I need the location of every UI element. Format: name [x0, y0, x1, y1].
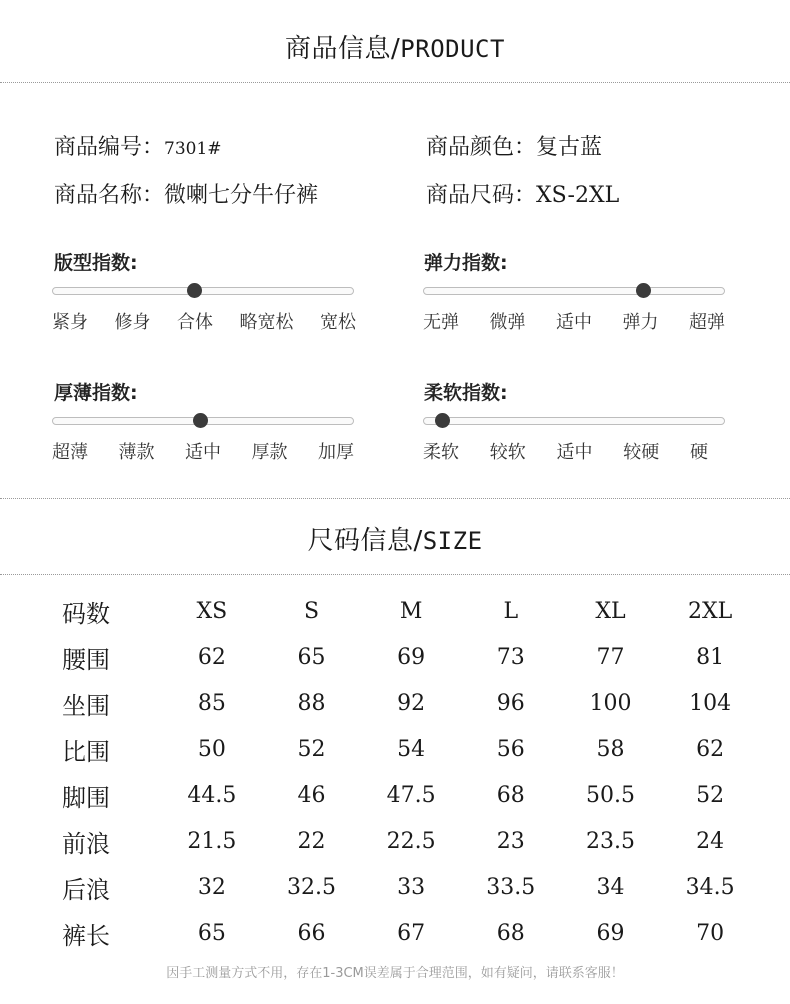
size-title-cn: 尺码信息/	[307, 526, 423, 556]
index-thickness-marker	[193, 413, 208, 428]
table-cell: 50.5	[585, 782, 635, 808]
table-cell: 65	[297, 644, 326, 670]
index-elasticity-marker	[636, 283, 651, 298]
index-softness-title: 柔软指数:	[424, 382, 508, 404]
table-cell: 23	[496, 828, 525, 854]
index-softness-label: 硬	[690, 442, 708, 463]
product-code	[54, 130, 222, 161]
index-thickness-label: 加厚	[318, 442, 354, 463]
index-softness-labels	[423, 438, 708, 464]
table-cell: 68	[496, 782, 525, 808]
table-cell: 104	[689, 690, 732, 716]
table-row	[40, 864, 760, 910]
table-row	[40, 726, 760, 772]
index-thickness-label: 超薄	[52, 442, 88, 463]
table-cell: 81	[696, 644, 725, 670]
product-code-label: 商品编号：	[54, 135, 165, 160]
product-size-value: XS-2XL	[536, 183, 620, 208]
index-thickness-title: 厚薄指数:	[54, 382, 138, 404]
row-label: 前浪	[62, 829, 110, 858]
table-cell: 66	[297, 920, 326, 946]
row-label: 比围	[62, 737, 110, 766]
row-label: 脚围	[62, 783, 110, 812]
table-cell: 23.5	[585, 828, 635, 854]
product-name-label: 商品名称：	[54, 183, 165, 208]
index-elasticity-labels	[423, 308, 725, 334]
table-cell: 52	[696, 782, 725, 808]
table-cell: 33	[397, 874, 426, 900]
index-elasticity-label: 超弹	[689, 312, 725, 333]
table-cell: 56	[496, 736, 525, 762]
index-softness-label: 适中	[556, 442, 593, 463]
product-color-value: 复古蓝	[536, 135, 603, 160]
table-row	[40, 910, 760, 956]
table-row	[40, 772, 760, 818]
table-cell: 54	[397, 736, 426, 762]
table-cell: 34	[596, 874, 625, 900]
divider	[0, 498, 790, 499]
table-cell: 85	[197, 690, 226, 716]
index-thickness-labels	[52, 438, 354, 464]
product-title-cn: 商品信息/	[285, 34, 401, 64]
size-header-cell: S	[303, 598, 320, 624]
index-elasticity-title: 弹力指数:	[424, 252, 508, 274]
size-section-title	[0, 520, 790, 557]
size-header-cell: XL	[595, 598, 626, 624]
index-thickness-label: 薄款	[118, 442, 155, 463]
table-cell: 24	[696, 828, 725, 854]
divider	[0, 574, 790, 575]
index-fit-label: 修身	[114, 312, 151, 333]
table-cell: 32	[197, 874, 226, 900]
size-header-cell: M	[399, 598, 423, 624]
index-softness-label: 柔软	[423, 442, 459, 463]
row-label: 裤长	[62, 921, 110, 950]
index-fit-label: 合体	[177, 312, 213, 333]
index-thickness-label: 适中	[185, 442, 221, 463]
table-cell: 44.5	[187, 782, 237, 808]
size-header-cell: XS	[196, 598, 228, 624]
size-footnote: 因手工测量方式不用，存在1-3CM误差属于合理范围，如有疑问，请联系客服！	[166, 966, 624, 981]
size-title-en: SIZE	[422, 527, 483, 555]
product-section-title	[0, 28, 790, 65]
index-softness-marker	[435, 413, 450, 428]
index-elasticity-track	[423, 287, 725, 295]
table-cell: 58	[596, 736, 625, 762]
table-cell: 52	[297, 736, 326, 762]
row-label: 腰围	[62, 645, 110, 674]
table-cell: 77	[596, 644, 625, 670]
table-cell: 47.5	[386, 782, 436, 808]
table-cell: 92	[397, 690, 426, 716]
table-cell: 46	[297, 782, 326, 808]
product-color	[426, 130, 602, 161]
table-cell: 33.5	[486, 874, 536, 900]
size-header-row	[40, 588, 760, 634]
row-label: 坐围	[62, 691, 110, 720]
product-name	[54, 178, 318, 209]
table-cell: 62	[696, 736, 725, 762]
index-elasticity-label: 微弹	[489, 312, 526, 333]
table-cell: 62	[197, 644, 226, 670]
table-cell: 22.5	[386, 828, 436, 854]
row-label: 后浪	[62, 875, 110, 904]
table-cell: 73	[496, 644, 525, 670]
table-cell: 100	[589, 690, 632, 716]
index-thickness-track	[52, 417, 354, 425]
product-size-range	[426, 178, 619, 209]
product-size-label: 商品尺码：	[426, 183, 537, 208]
product-title-en: PRODUCT	[400, 35, 505, 63]
index-fit-title: 版型指数:	[54, 252, 138, 274]
table-cell: 22	[297, 828, 326, 854]
index-fit-label: 紧身	[52, 312, 88, 333]
index-fit-label: 略宽松	[239, 312, 294, 333]
table-cell: 34.5	[685, 874, 735, 900]
table-row	[40, 680, 760, 726]
size-header-cell: L	[503, 598, 519, 624]
table-cell: 69	[596, 920, 625, 946]
size-header-cell: 2XL	[688, 598, 733, 624]
index-elasticity-label: 适中	[556, 312, 592, 333]
index-elasticity-label: 无弹	[423, 312, 459, 333]
size-table	[40, 588, 760, 956]
table-cell: 67	[397, 920, 426, 946]
index-softness-label: 较软	[489, 442, 526, 463]
index-softness-track	[423, 417, 725, 425]
table-row	[40, 818, 760, 864]
table-cell: 88	[297, 690, 326, 716]
index-fit-label: 宽松	[320, 312, 356, 333]
index-thickness-label: 厚款	[251, 442, 288, 463]
size-header-cell: 码数	[62, 599, 110, 628]
product-name-value: 微喇七分牛仔裤	[164, 183, 319, 208]
index-fit-track	[52, 287, 354, 295]
table-cell: 50	[197, 736, 226, 762]
divider	[0, 82, 790, 83]
table-cell: 65	[197, 920, 226, 946]
table-row	[40, 634, 760, 680]
table-cell: 70	[696, 920, 725, 946]
table-cell: 68	[496, 920, 525, 946]
table-cell: 32.5	[286, 874, 336, 900]
index-fit-marker	[187, 283, 202, 298]
index-elasticity-label: 弹力	[622, 312, 659, 333]
index-softness-label: 较硬	[623, 442, 660, 463]
index-fit-labels	[52, 308, 356, 334]
table-cell: 69	[397, 644, 426, 670]
table-cell: 21.5	[187, 828, 237, 854]
product-color-label: 商品颜色：	[426, 135, 537, 160]
product-code-value: 7301#	[164, 139, 222, 159]
table-cell: 96	[496, 690, 525, 716]
